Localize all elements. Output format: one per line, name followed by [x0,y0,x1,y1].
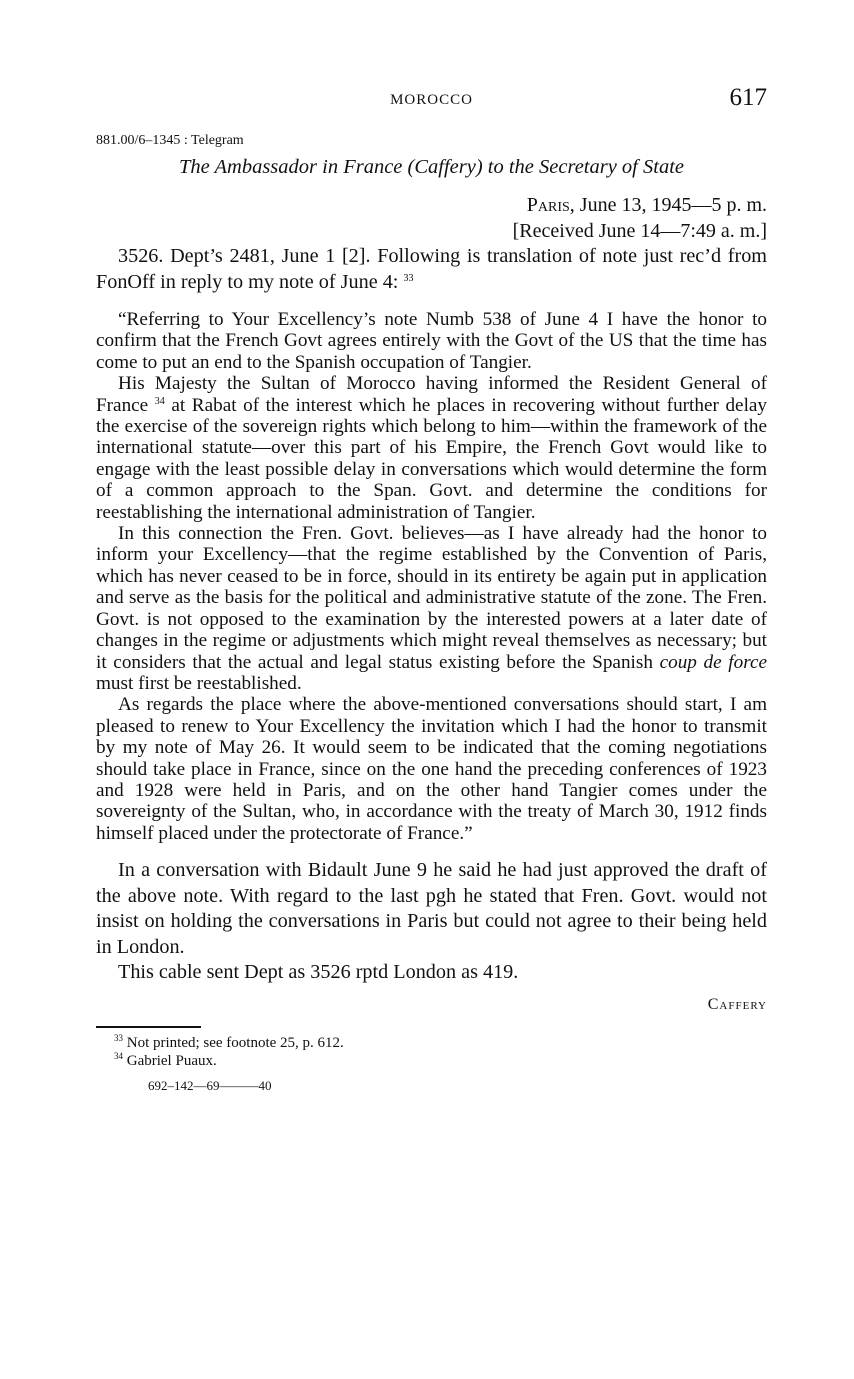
quote-paragraph-1: “Referring to Your Excellency’s note Numb 538 of June 4 I have the honor to confirm that the French Govt agrees entirely with the Govt of the US that the time has come to put an end to the Spanish occupation of Tangier. [96,309,767,373]
quote-p2-part-b: at Rabat of the interest which he places in recovering without further delay the exercise of the sovereign rights which belong to him—within the framework of the international statute—over this part of his Empire, the French Govt would like to engage with the least possible delay in conversations which would determine the form of a common approach to the Span. Govt. and determine the conditions for reestablishing the international administration of Tangier. [96,394,768,523]
footnote-33-number: 33 [114,1032,123,1043]
document-page [96,84,767,1094]
footnote-ref-33: 33 [403,272,414,284]
quote-p3-part-a: In this connection the Fren. Govt. believes—as I have already had the honor to inform your Excellency—that the regime established by the Convention of Paris, which has never ceased to be in force, should in its entirety be again put in application and serve as the basis for the political and administrative statute of the zone. The Fren. Govt. is not opposed to the examination by the interested powers at a later date of changes in the regime or adjustments which might reveal themselves as necessary; but it considers that the actual and legal status existing before the Spanish [96,523,767,673]
dateline [96,192,767,244]
dateline-place: Paris [526,194,570,216]
opening-paragraph [96,244,767,295]
quote-p3-part-b: must first be reestablished. [96,672,302,694]
running-title: MOROCCO [390,92,473,108]
footnote-34 [114,1052,767,1070]
dateline-received: [Received June 14—7:49 a. m.] [512,220,767,242]
footnote-34-text: Gabriel Puaux. [126,1052,217,1069]
quote-paragraph-2 [96,373,767,523]
signature: Caffery [707,995,767,1013]
footnote-divider [96,1026,201,1028]
document-heading: The Ambassador in France (Caffery) to the Secretary of State [178,156,684,178]
closing-paragraph-2: This cable sent Dept as 3526 rptd London as 419. [118,961,519,984]
footnote-34-number: 34 [114,1050,123,1061]
quote-paragraph-3 [96,523,767,694]
closing-section [96,858,767,986]
dateline-sent [96,192,767,218]
quote-paragraph-4: As regards the place where the above-mentioned conversations should start, I am pleased to renew to Your Excellency the invitation which I had the honor to transmit by my note of May 26. It would seem to be indicated that the coming negotiations should take place in France, since on the one hand the preceding conferences of 1923 and 1928 were held in Paris, and on the other hand Tangier comes under the sovereignty of the Sultan, who, in accordance with the treaty of March 30, 1912 finds himself placed under the protectorate of France.” [96,694,767,844]
quoted-note [96,309,767,844]
quote-p3-italic: coup de force [659,651,768,673]
running-head [96,84,767,120]
opening-text: 3526. Dept’s 2481, June 1 [2]. Following is translation of note just rec’d from FonOff in reply to my note of June 4: [96,245,767,293]
page-number: 617 [729,84,767,111]
footnote-33-text: Not printed; see footnote 25, p. 612. [126,1034,344,1051]
footnote-33 [114,1034,767,1052]
closing-paragraph-1: In a conversation with Bidault June 9 he said he had just approved the draft of the above note. With regard to the last pgh he stated that Fren. Govt. would not insist on holding the conversations in Paris but could not agree to their being held in London. [96,859,767,958]
printer-code: 692–142—69———40 [148,1077,272,1093]
file-reference: 881.00/6–1345 : Telegram [96,133,244,148]
dateline-sent-time: , June 13, 1945—5 p. m. [569,194,767,216]
quote-p2-part-a: His Majesty the Sultan of Morocco having informed the Resident General of France [96,373,767,416]
footnote-ref-34: 34 [154,395,165,407]
